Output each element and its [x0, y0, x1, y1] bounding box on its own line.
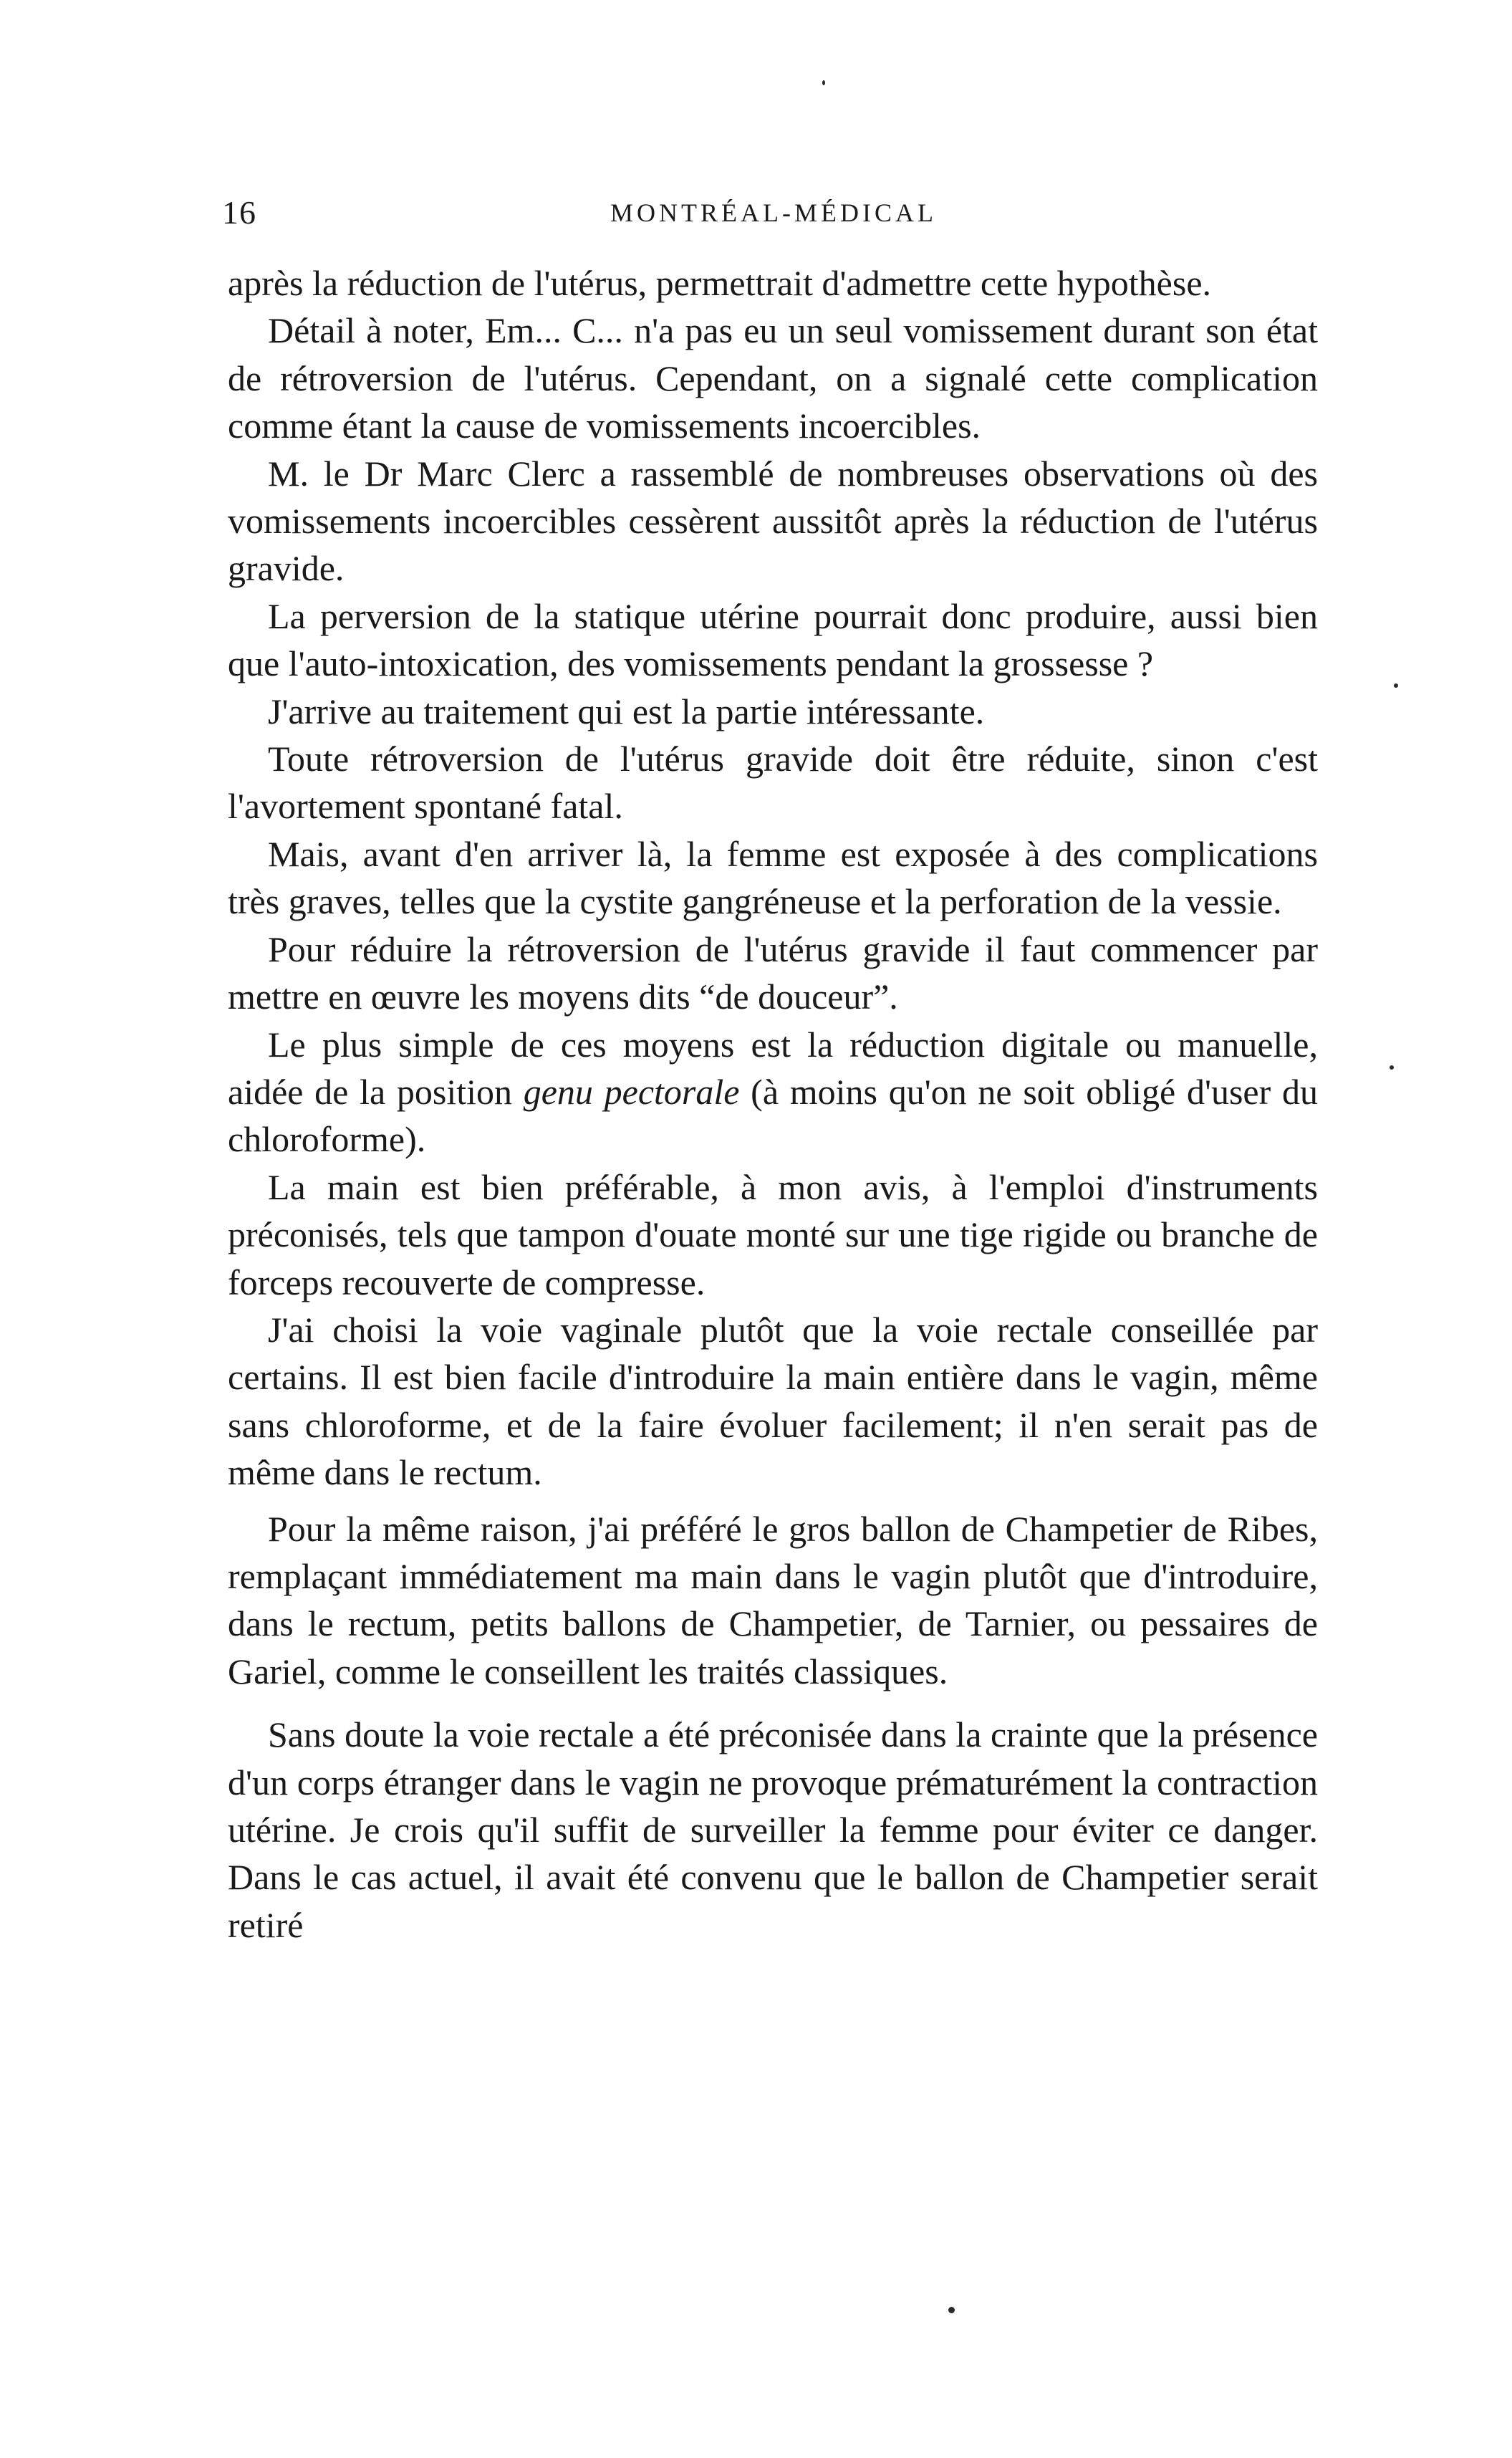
page-header: [222, 193, 1325, 244]
paragraph: Sans doute la voie rectale a été préconisée dans la crainte que la présence d'un corps étranger dans le vagin ne provoque prématurément la contraction utérine. Je crois qu'il suffit de surveiller la femme pour éviter ce danger. Dans le cas actuel, il avait été convenu que le ballon de Champetier serait retiré: [228, 1714, 1318, 1945]
running-head: MONTRÉAL-MÉDICAL: [610, 198, 937, 227]
paragraph: Détail à noter, Em... C... n'a pas eu un seul vomissement durant son état de rétroversion de l'utérus. Cependant, on a signalé cette complication comme étant la cause de vomissements incoercibles.: [228, 310, 1318, 446]
paragraph: après la réduction de l'utérus, permettrait d'admettre cette hypothèse.: [228, 263, 1212, 303]
print-speck: [1390, 1065, 1394, 1070]
paragraph: J'ai choisi la voie vaginale plutôt que la voie rectale conseillée par certains. Il est bien facile d'introduire la main entière dans le vagin, même sans chloroforme, et de la faire évoluer facilement; il n'en serait pas de même dans le rectum.: [228, 1309, 1318, 1493]
print-speck: [822, 80, 825, 85]
paragraph: Pour réduire la rétroversion de l'utérus gravide il faut commencer par mettre en œuvre les moyens dits “de douceur”.: [228, 928, 1318, 1017]
body-text: [228, 259, 1318, 1949]
paragraph: Mais, avant d'en arriver là, la femme est exposée à des complications très graves, telles que la cystite gangréneuse et la perforation de la vessie.: [228, 833, 1318, 922]
paragraph: La main est bien préférable, à mon avis, à l'emploi d'instruments préconisés, tels que tampon d'ouate monté sur une tige rigide ou branche de forceps recouverte de compresse.: [228, 1166, 1318, 1302]
paragraph-text: Le plus simple de ces moyens est la réduction digitale ou manuelle, aidée de la position: [228, 1024, 1318, 1112]
paragraph: Toute rétroversion de l'utérus gravide doit être réduite, sinon c'est l'avortement spontané fatal.: [228, 739, 1318, 827]
italic-term: genu pectorale: [523, 1071, 740, 1112]
paragraph: [228, 1021, 1318, 1163]
paragraph: M. le Dr Marc Clerc a rassemblé de nombreuses observations où des vomissements incoercibles cessèrent aussitôt après la réduction de l'utérus gravide.: [228, 453, 1318, 589]
paragraph: J'arrive au traitement qui est la partie intéressante.: [268, 691, 985, 731]
page-number: 16: [222, 194, 256, 231]
paragraph-text: (à moins qu'on ne soit obligé d'user du chloroforme).: [228, 1071, 1318, 1160]
paragraph: La perversion de la statique utérine pourrait donc produire, aussi bien que l'auto-intoxication, des vomissements pendant la grossesse ?: [228, 595, 1318, 684]
print-speck: [1394, 683, 1398, 688]
print-speck: [948, 2307, 955, 2313]
paragraph: Pour la même raison, j'ai préféré le gros ballon de Champetier de Ribes, remplaçant immédiatement ma main dans le vagin plutôt que d'introduire, dans le rectum, petits ballons de Champetier, de Tarnier, ou pessaires de Gariel, comme le conseillent les traités classiques.: [228, 1508, 1318, 1691]
